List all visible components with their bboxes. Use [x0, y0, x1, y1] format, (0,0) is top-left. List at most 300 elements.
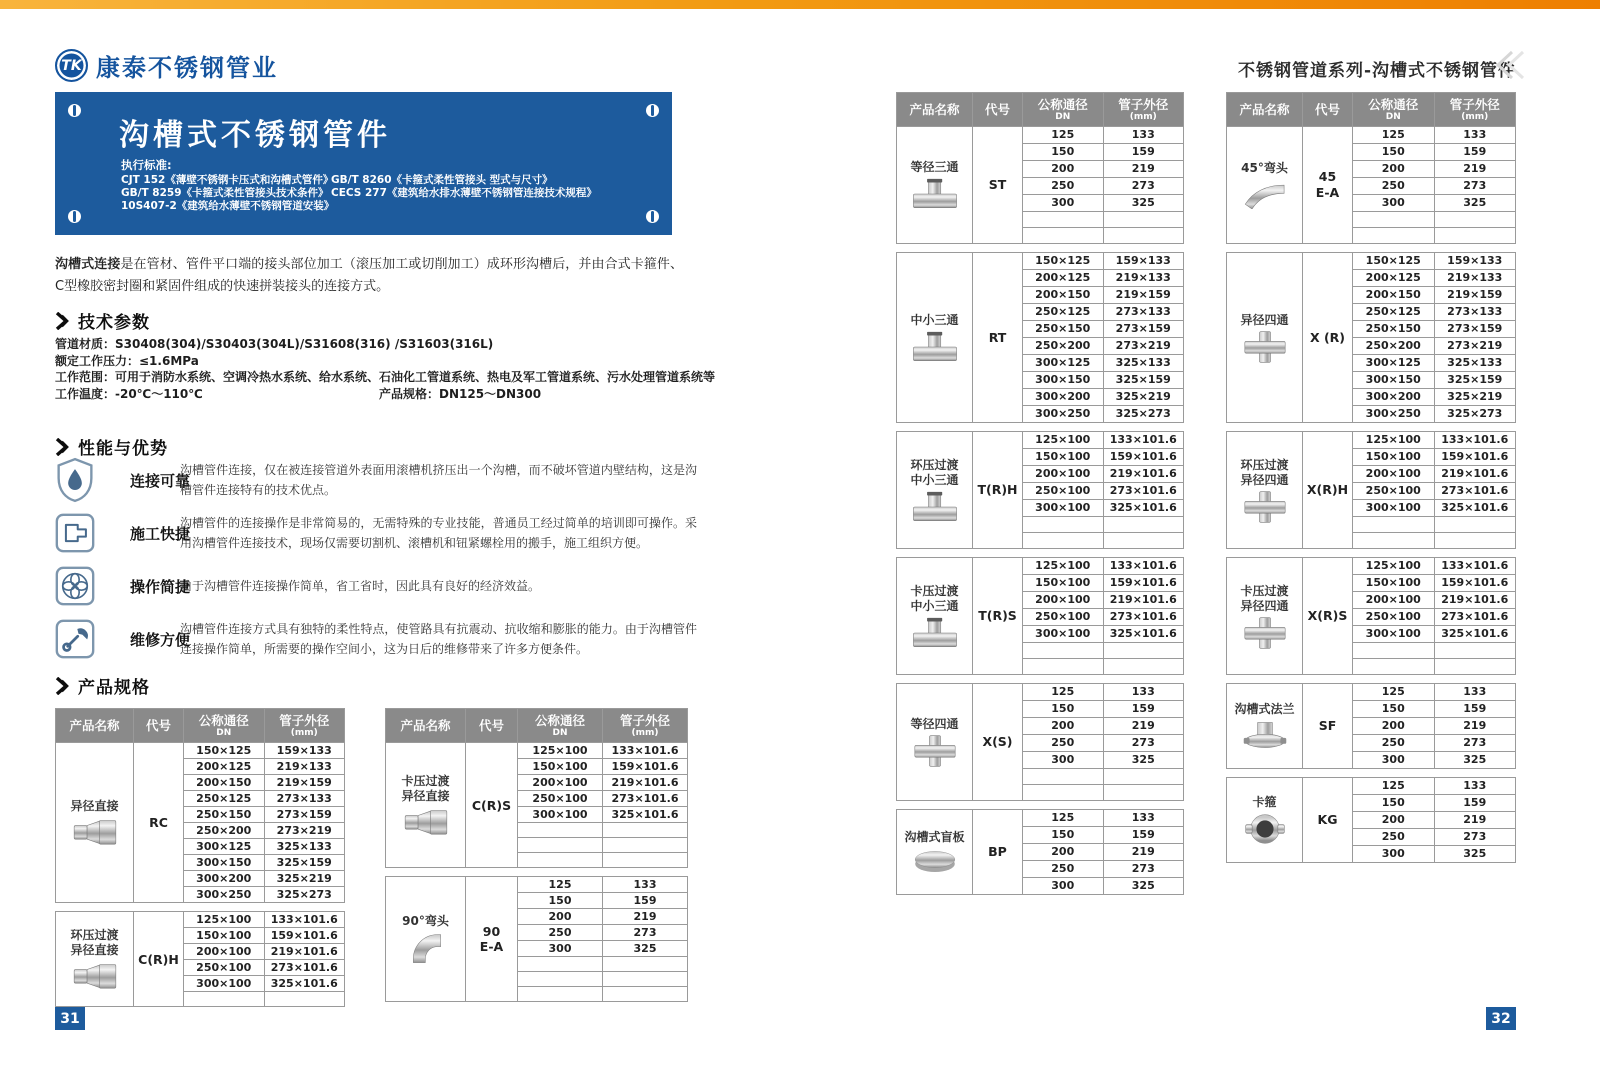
dn-value: 200 [1353, 812, 1435, 829]
od-value: 273×133 [1434, 304, 1516, 321]
spec-row [1227, 684, 1516, 701]
dn-value: 300 [1353, 752, 1435, 769]
dn-value: 300×125 [184, 839, 265, 855]
od-value [603, 823, 688, 838]
spec-table [385, 876, 688, 1002]
od-value: 325×159 [1434, 372, 1516, 389]
spec-row [1227, 778, 1516, 795]
section-title-text: 产品规格 [78, 678, 150, 698]
spec-row [56, 912, 345, 928]
od-value: 133 [1434, 684, 1516, 701]
tech-param-line: 工作范围：可用于消防水系统、空调冷热水系统、给水系统、石油化工管道系统、热电及军工管道系统、污水处理管道系统等 [55, 370, 716, 384]
product-name: 异径四通 [1240, 312, 1289, 327]
dn-value: 200 [1023, 718, 1104, 735]
product-code: KG [1303, 778, 1353, 863]
dn-value: 200 [1353, 161, 1435, 178]
dn-value: 300×100 [1023, 500, 1104, 517]
od-value [1103, 517, 1184, 533]
dn-value: 200 [1023, 844, 1104, 861]
dn-value: 200×125 [1023, 270, 1104, 287]
od-value: 325 [1103, 195, 1184, 212]
dn-value: 300×125 [1023, 355, 1104, 372]
spec-row [897, 127, 1184, 144]
dn-value [518, 823, 603, 838]
dn-value: 200×100 [1023, 466, 1104, 483]
od-value: 273×159 [1103, 321, 1184, 338]
blind-plate-image [897, 848, 972, 874]
spec-row [897, 253, 1184, 270]
od-value: 325×101.6 [1103, 626, 1184, 643]
brand-logo [55, 48, 278, 83]
product-code: X(R)S [1303, 558, 1353, 675]
dn-value: 250×150 [1353, 321, 1435, 338]
tech-param-line [55, 386, 765, 403]
dn-value: 250 [1023, 861, 1104, 878]
od-value: 219×101.6 [264, 944, 345, 960]
intro-text: 是在管材、管件平口端的接头部位加工（滚压加工或切削加工）成环形沟槽后，并由合式卡箍件、C型橡胶密封圈和紧固件组成的快速拼装接头的连接方式。 [55, 257, 683, 294]
od-value: 219 [1434, 718, 1516, 735]
dn-value: 125 [1353, 778, 1435, 795]
product-name-cell [897, 127, 973, 244]
product-code: RT [973, 253, 1023, 423]
od-value: 273 [603, 925, 688, 941]
dn-value: 300×250 [1023, 406, 1104, 423]
col-header-product-name: 产品名称 [1227, 93, 1303, 127]
product-name-cell [56, 912, 134, 1007]
section-chevron-icon [55, 438, 69, 456]
tee-fitting-image [897, 331, 972, 363]
dn-value: 300×200 [1353, 389, 1435, 406]
od-value: 159×101.6 [1103, 449, 1184, 466]
dn-value: 125 [1023, 684, 1104, 701]
od-value: 219×101.6 [603, 775, 688, 791]
dn-value: 150 [518, 893, 603, 909]
product-name-cell [897, 684, 973, 801]
od-value [1434, 643, 1516, 659]
product-name: 等径三通 [910, 160, 959, 174]
product-name: 环压过渡 异径直接 [70, 927, 119, 957]
od-value: 273×133 [1103, 304, 1184, 321]
od-value: 273 [1103, 735, 1184, 752]
od-value: 159 [1103, 827, 1184, 844]
dn-value: 300×150 [1353, 372, 1435, 389]
spec-row [1227, 558, 1516, 575]
dn-value: 300×200 [184, 871, 265, 887]
od-value [1434, 659, 1516, 675]
product-code: C(R)S [466, 743, 518, 868]
od-value: 159 [603, 893, 688, 909]
tee-fitting-image [897, 178, 972, 210]
spec-table [1226, 252, 1516, 423]
dn-value [1023, 212, 1104, 228]
od-value [1103, 785, 1184, 801]
od-value: 273 [1434, 178, 1516, 195]
od-value: 325×273 [1434, 406, 1516, 423]
cross-fitting-image [1227, 617, 1302, 649]
od-value: 273 [1434, 735, 1516, 752]
dn-value: 200×150 [1023, 287, 1104, 304]
dn-value: 300 [1023, 878, 1104, 895]
running-head: 不锈钢管道系列-沟槽式不锈钢管件 [1238, 61, 1517, 81]
od-value: 219×101.6 [1103, 592, 1184, 609]
od-value: 159 [1434, 795, 1516, 812]
od-value: 159×101.6 [1434, 449, 1516, 466]
product-code: 90 E-A [466, 877, 518, 1002]
od-value [1434, 212, 1516, 228]
dn-value [1353, 659, 1435, 675]
od-value: 273 [1103, 178, 1184, 195]
product-name: 等径四通 [910, 717, 959, 731]
dn-value: 150 [1353, 795, 1435, 812]
col-header-dn: 公称通径 DN [184, 709, 265, 743]
dn-value: 125 [1023, 127, 1104, 144]
spec-table [1226, 557, 1516, 675]
spec-header-row [1227, 93, 1516, 127]
product-name-cell [56, 743, 134, 903]
product-code: T(R)H [973, 432, 1023, 549]
od-value [603, 972, 688, 987]
dn-value: 250×150 [1023, 321, 1104, 338]
dn-value: 150 [1023, 701, 1104, 718]
od-value: 219 [1103, 161, 1184, 178]
product-name: 沟槽式盲板 [904, 830, 965, 844]
coupling-icon [55, 509, 99, 557]
od-value: 273×101.6 [603, 791, 688, 807]
dn-value: 125 [1353, 127, 1435, 144]
feature-text: 由于沟槽管件连接操作简单，省工省时，因此具有良好的经济效益。 [180, 579, 541, 593]
od-value: 159×101.6 [603, 759, 688, 775]
logo-text: 康泰不锈钢管业 [96, 54, 278, 82]
od-value [1103, 643, 1184, 659]
dn-value: 200 [518, 909, 603, 925]
section-title-text: 技术参数 [78, 313, 150, 333]
od-value: 325 [1434, 195, 1516, 212]
od-value: 273 [1434, 829, 1516, 846]
intro-paragraph [55, 254, 683, 298]
dn-value [518, 838, 603, 853]
section-title-text: 性能与优势 [78, 439, 168, 459]
od-value: 325 [1103, 878, 1184, 895]
product-name-cell [1227, 127, 1303, 244]
feature-item [55, 562, 697, 610]
feature-text: 沟槽管件连接，仅在被连接管道外表面用滚槽机挤压出一个沟槽，而不破坏管道内壁结构，这是沟槽管件连接特有的技术优点。 [180, 463, 697, 497]
feature-item [55, 456, 697, 504]
dn-value [1023, 769, 1104, 785]
spec-table [896, 92, 1184, 244]
product-name: 沟槽式法兰 [1234, 702, 1295, 716]
product-spec-range: 产品规格：DN125～DN300 [379, 386, 542, 401]
product-name: 异径直接 [70, 798, 119, 813]
feature-label: 操作简捷 [130, 577, 191, 596]
od-value: 273 [1103, 861, 1184, 878]
dn-value: 250×100 [184, 960, 265, 976]
product-code: X(R)H [1303, 432, 1353, 549]
dn-value: 300×100 [1353, 500, 1435, 517]
od-value: 273×101.6 [1434, 483, 1516, 500]
dn-value: 125 [1023, 810, 1104, 827]
dn-value: 300×100 [1353, 626, 1435, 643]
od-value: 273×219 [1103, 338, 1184, 355]
top-accent-bar [0, 0, 1600, 9]
od-value: 159 [1434, 144, 1516, 161]
od-value: 325×273 [1103, 406, 1184, 423]
od-value: 325 [1434, 846, 1516, 863]
od-value: 325×159 [264, 855, 345, 871]
product-name: 环压过渡 异径四通 [1240, 457, 1289, 487]
col-header-product-name: 产品名称 [386, 709, 466, 743]
od-value: 325×101.6 [603, 807, 688, 823]
shield-drop-icon [55, 456, 99, 504]
od-value: 159×133 [1434, 253, 1516, 270]
od-value: 325×273 [264, 887, 345, 903]
fan-icon [55, 562, 99, 610]
od-value [603, 838, 688, 853]
od-value: 273×159 [1434, 321, 1516, 338]
dn-value: 200×100 [1023, 592, 1104, 609]
od-value: 133×101.6 [1434, 432, 1516, 449]
dn-value: 300 [1353, 195, 1435, 212]
dn-value: 250×100 [1023, 609, 1104, 626]
product-code: X(S) [973, 684, 1023, 801]
od-value: 219 [1103, 844, 1184, 861]
feature-text: 沟槽管件连接方式具有独特的柔性特点，使管路具有抗震动、抗收缩和膨胀的能力。由于沟槽管件连接操作简单，所需要的操作空间小，这为日后的维修带来了许多方便条件。 [180, 622, 697, 656]
product-code: 45 E-A [1303, 127, 1353, 244]
spec-row [386, 743, 688, 759]
spec-table [896, 252, 1184, 423]
wrench-icon [55, 615, 99, 663]
dn-value: 200×100 [1353, 592, 1435, 609]
spec-header-row [897, 93, 1184, 127]
dn-value: 150×100 [1023, 449, 1104, 466]
product-code: X (R) [1303, 253, 1353, 423]
dn-value: 250×125 [1353, 304, 1435, 321]
feature-label: 连接可靠 [130, 471, 191, 490]
product-name-cell [386, 743, 466, 868]
spec-header-row [386, 709, 688, 743]
dn-value: 200×125 [184, 759, 265, 775]
col-header-dn: 公称通径 DN [1353, 93, 1435, 127]
dn-value: 150×125 [1353, 253, 1435, 270]
dn-value [518, 987, 603, 1002]
product-code: T(R)S [973, 558, 1023, 675]
dn-value: 300 [1353, 846, 1435, 863]
product-name-cell [386, 877, 466, 1002]
spec-row [897, 432, 1184, 449]
spec-table [1226, 431, 1516, 549]
od-value: 325×101.6 [1434, 626, 1516, 643]
od-value: 273×133 [264, 791, 345, 807]
od-value: 325×133 [264, 839, 345, 855]
od-value: 219×101.6 [1434, 466, 1516, 483]
dn-value: 150×125 [184, 743, 265, 759]
feature-label: 维修方便 [130, 630, 191, 649]
od-value: 133 [1103, 684, 1184, 701]
dn-value: 200×100 [184, 944, 265, 960]
od-value: 273×219 [1434, 338, 1516, 355]
od-value: 159×101.6 [264, 928, 345, 944]
col-header-product-name: 产品名称 [897, 93, 973, 127]
feature-item [55, 509, 697, 557]
spec-table [1226, 683, 1516, 769]
product-name-cell [897, 253, 973, 423]
product-name: 环压过渡 中小三通 [910, 457, 959, 487]
standard-line: GB/T 8259《卡箍式柔性管接头技术条件》 [121, 187, 329, 199]
product-name: 90°弯头 [402, 914, 449, 928]
dn-value: 125×100 [1023, 558, 1104, 575]
section-title-product-spec [55, 673, 150, 698]
dn-value: 300×100 [184, 976, 265, 992]
dn-value: 200×100 [518, 775, 603, 791]
standards-column-1 [121, 174, 334, 213]
spec-column-left-2 [385, 708, 688, 1010]
spec-row [897, 558, 1184, 575]
dn-value: 200×150 [1353, 287, 1435, 304]
od-value: 159×133 [264, 743, 345, 759]
banner-corner-pill-icon [68, 104, 81, 117]
tech-param-line: 管道材质：S30408(304)/S30403(304L)/S31608(316) /S31603(316L) [55, 337, 494, 351]
cross-fitting-image [1227, 491, 1302, 523]
cross-fitting-image [897, 735, 972, 767]
dn-value: 150 [1353, 144, 1435, 161]
col-header-code: 代号 [134, 709, 184, 743]
col-header-od: 管子外径 (mm) [1103, 93, 1184, 127]
standard-line: CJT 152《薄壁不锈钢卡压式和沟槽式管件》 [121, 174, 334, 186]
feature-item [55, 615, 697, 663]
od-value [1103, 212, 1184, 228]
od-value [1103, 769, 1184, 785]
flange-fitting-image [1227, 720, 1302, 750]
product-code: RC [134, 743, 184, 903]
elbow90-fitting-image [386, 932, 465, 964]
dn-value: 125 [1353, 684, 1435, 701]
feature-text: 沟槽管件的连接操作是非常简易的，无需特殊的专业技能，普通员工经过简单的培训即可操作。采用沟槽管件连接技术，现场仅需要切割机、滚槽机和钮紧螺栓用的搬手，施工组织方便。 [180, 516, 697, 550]
dn-value [1353, 533, 1435, 549]
dn-value: 125×100 [1023, 432, 1104, 449]
reducer-fitting-image [386, 807, 465, 837]
dn-value [1023, 517, 1104, 533]
col-header-code: 代号 [1303, 93, 1353, 127]
od-value: 219 [1434, 812, 1516, 829]
od-value [1434, 533, 1516, 549]
od-value: 159 [1103, 701, 1184, 718]
od-value: 133 [1434, 778, 1516, 795]
reducer-fitting-image [56, 817, 133, 847]
od-value: 133 [1103, 127, 1184, 144]
dn-value: 200×150 [184, 775, 265, 791]
feature-label: 施工快捷 [130, 524, 191, 543]
spec-table [1226, 777, 1516, 863]
dn-value [1353, 228, 1435, 244]
od-value: 133×101.6 [603, 743, 688, 759]
product-name: 中小三通 [910, 312, 959, 327]
od-value: 219×101.6 [1103, 466, 1184, 483]
od-value: 325×219 [264, 871, 345, 887]
od-value: 133 [1434, 127, 1516, 144]
product-name-cell [897, 558, 973, 675]
od-value: 159×133 [1103, 253, 1184, 270]
od-value: 273×159 [264, 807, 345, 823]
dn-value: 125×100 [518, 743, 603, 759]
dn-value: 300 [1023, 195, 1104, 212]
od-value: 133×101.6 [1103, 558, 1184, 575]
od-value: 325×133 [1103, 355, 1184, 372]
dn-value: 300×200 [1023, 389, 1104, 406]
od-value: 219×133 [1103, 270, 1184, 287]
dn-value: 125×100 [184, 912, 265, 928]
product-name-cell [1227, 432, 1303, 549]
spec-column-right-2 [1226, 92, 1516, 871]
product-name-cell [1227, 778, 1303, 863]
logo-tk-icon: TK [55, 49, 88, 82]
col-header-od: 管子外径 (mm) [603, 709, 688, 743]
dn-value [518, 957, 603, 972]
product-name-cell [897, 432, 973, 549]
dn-value [518, 853, 603, 868]
dn-value: 250 [1353, 178, 1435, 195]
od-value [603, 853, 688, 868]
dn-value [184, 992, 265, 1007]
od-value: 219×133 [264, 759, 345, 775]
col-header-od: 管子外径 (mm) [264, 709, 345, 743]
section-chevron-icon [55, 312, 69, 330]
dn-value [1023, 659, 1104, 675]
dn-value: 300×250 [184, 887, 265, 903]
col-header-dn: 公称通径 DN [518, 709, 603, 743]
dn-value: 250×200 [1023, 338, 1104, 355]
od-value: 219 [603, 909, 688, 925]
dn-value: 250×125 [1023, 304, 1104, 321]
od-value: 219×133 [1434, 270, 1516, 287]
spec-table [896, 683, 1184, 801]
dn-value: 125 [518, 877, 603, 893]
od-value: 325×101.6 [264, 976, 345, 992]
dn-value: 250×125 [184, 791, 265, 807]
od-value: 325 [603, 941, 688, 957]
dn-value: 250 [1353, 735, 1435, 752]
dn-value: 200×100 [1353, 466, 1435, 483]
elbow45-fitting-image [1227, 179, 1302, 209]
spec-table [1226, 92, 1516, 244]
od-value: 273×101.6 [264, 960, 345, 976]
title-banner [55, 92, 672, 235]
work-temperature: 工作温度：-20℃～110℃ [55, 386, 203, 401]
spec-row [897, 810, 1184, 827]
spec-row [1227, 253, 1516, 270]
dn-value: 150 [1353, 701, 1435, 718]
dn-value: 250×100 [1353, 483, 1435, 500]
dn-value: 250 [1353, 829, 1435, 846]
col-header-code: 代号 [466, 709, 518, 743]
dn-value: 300 [1023, 752, 1104, 769]
dn-value [1023, 785, 1104, 801]
od-value [603, 957, 688, 972]
dn-value: 250×200 [184, 823, 265, 839]
section-title-tech-params [55, 308, 150, 333]
product-name: 45°弯头 [1241, 161, 1288, 175]
dn-value: 200 [1353, 718, 1435, 735]
dn-value [1023, 533, 1104, 549]
od-value: 325×159 [1103, 372, 1184, 389]
tech-param-line: 额定工作压力：≤1.6MPa [55, 353, 199, 368]
clamp-ring-image [1227, 813, 1302, 845]
od-value: 273×101.6 [1434, 609, 1516, 626]
product-name-cell [1227, 684, 1303, 769]
page-title: 沟槽式不锈钢管件 [119, 118, 391, 153]
od-value: 219×159 [1103, 287, 1184, 304]
dn-value: 300×150 [1023, 372, 1104, 389]
od-value: 219 [1103, 718, 1184, 735]
od-value: 219×101.6 [1434, 592, 1516, 609]
